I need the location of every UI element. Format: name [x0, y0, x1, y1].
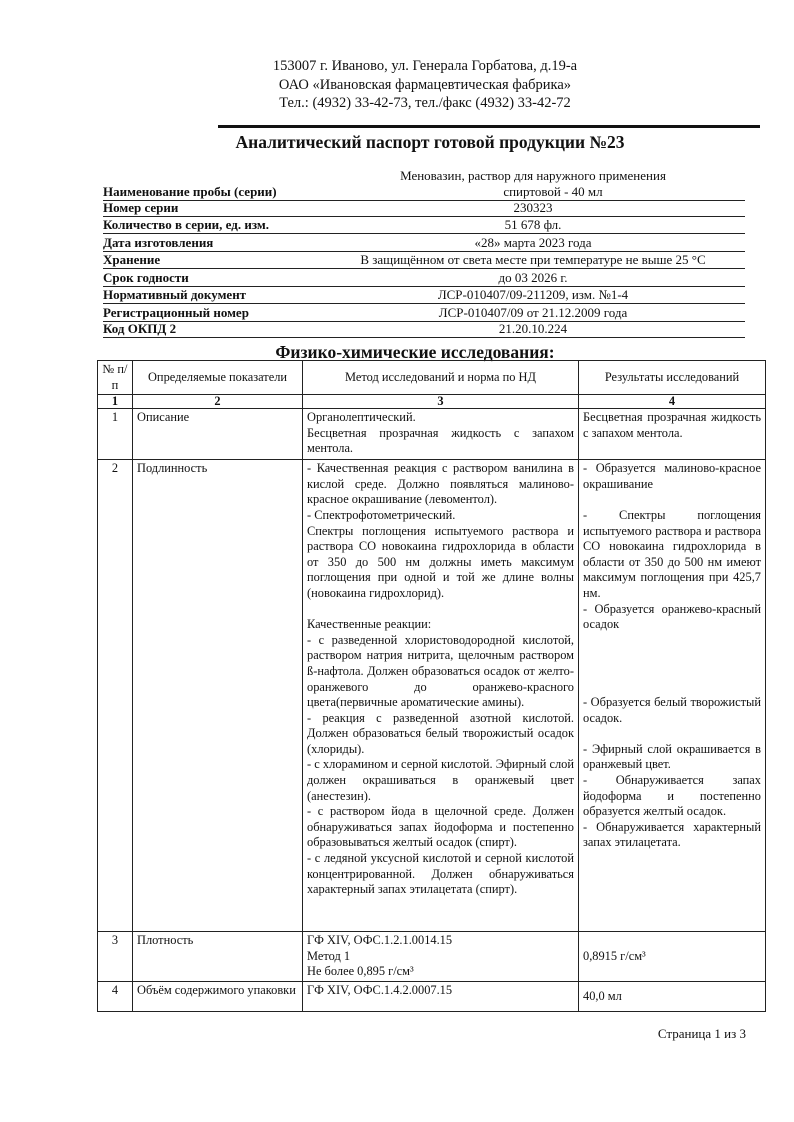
- info-value: «28» марта 2023 года: [474, 235, 592, 250]
- cell-line: - Спектрофотометрический.: [307, 507, 456, 522]
- info-value: до 03 2026 г.: [498, 270, 568, 285]
- cell-line: - Эфирный слой окрашивается в оранжевый цвет.: [583, 741, 761, 772]
- parameter-cell: Подлинность: [133, 460, 303, 932]
- cell-line: Органолептический.: [307, 410, 416, 425]
- table-row: [98, 409, 766, 460]
- info-label: Количество в серии, ед. изм.: [103, 217, 269, 232]
- method-cell: [303, 981, 579, 1011]
- parameter-cell: Объём содержимого упаковки: [133, 981, 303, 1011]
- cell-line: [307, 602, 574, 618]
- method-cell: [303, 460, 579, 932]
- method-cell: [303, 409, 579, 460]
- result-cell: [579, 409, 766, 460]
- result-cell: [579, 932, 766, 982]
- company-name: ОАО «Ивановская фармацевтическая фабрика»: [278, 77, 572, 93]
- cell-line: Бесцветная прозрачная жидкость с запахом ментола.: [307, 425, 574, 456]
- cell-line: Бесцветная прозрачная жидкость с запахом ментола.: [583, 410, 761, 440]
- page-number: Страница 1 из 3: [657, 1026, 746, 1041]
- cell-line: ГФ XIV, ОФС.1.2.1.0014.15: [307, 933, 453, 948]
- info-value: ЛСР-010407/09 от 21.12.2009 года: [438, 305, 628, 320]
- cell-line: Не более 0,895 г/см³: [307, 964, 414, 979]
- cell-line: - реакция с разведенной азотной кислотой. Должен образоваться белый творожистый осадок (хлориды).: [307, 710, 574, 756]
- cell-line: - Образуется оранжево-красный осадок: [583, 601, 761, 632]
- col-number: 1: [98, 395, 133, 409]
- phone: Тел.: (4932) 33-42-73, тел./факс (4932) 33-42-72: [279, 95, 571, 111]
- divider: [218, 125, 760, 128]
- info-row: [103, 269, 745, 287]
- results-table: [97, 360, 766, 1012]
- info-row: [103, 251, 745, 269]
- col-number: 3: [303, 395, 579, 409]
- parameter-cell: Описание: [133, 409, 303, 460]
- info-value-cont: спиртовой - 40 мл: [503, 184, 603, 199]
- parameter-cell: Плотность: [133, 932, 303, 982]
- info-label: Код ОКПД 2: [103, 321, 177, 336]
- section-title: Физико-химические исследования:: [275, 342, 555, 362]
- row-number: 4: [98, 981, 133, 1011]
- col-number: 4: [579, 395, 766, 409]
- info-label: Наименование пробы (серии): [103, 184, 277, 199]
- info-label: Дата изготовления: [103, 235, 214, 250]
- cell-line: - Образуется белый творожистый осадок.: [583, 695, 761, 725]
- col-number: 2: [133, 395, 303, 409]
- info-row: [103, 234, 745, 252]
- info-value: В защищённом от света месте при температуре не выше 25 °С: [360, 252, 706, 267]
- info-value: Меновазин, раствор для наружного применения: [400, 168, 666, 183]
- info-label: Регистрационный номер: [103, 305, 249, 320]
- result-cell: [579, 981, 766, 1011]
- cell-line: 40,0 мл: [583, 988, 622, 1003]
- page-title: Аналитический паспорт готовой продукции №23: [235, 132, 625, 152]
- cell-line: Метод 1: [307, 948, 351, 963]
- info-row: [103, 199, 745, 217]
- cell-line: - Качественная реакция с раствором ванилина в кислой среде. Должно появляться малиново-красное окрашивание (левоментол).: [307, 461, 574, 507]
- table-row: [98, 932, 766, 982]
- cell-line: [583, 726, 761, 742]
- info-label: Хранение: [103, 252, 161, 267]
- col-header: Метод исследований и норма по НД: [303, 361, 579, 395]
- address: 153007 г. Иваново, ул. Генерала Горбатова, д.19-а: [272, 58, 578, 74]
- row-number: 3: [98, 932, 133, 982]
- info-value: ЛСР-010407/09-211209, изм. №1-4: [437, 287, 629, 302]
- info-label: Номер серии: [103, 200, 179, 215]
- col-header: Результаты исследований: [579, 361, 766, 395]
- info-label: Срок годности: [103, 270, 189, 285]
- cell-line: [583, 648, 761, 664]
- cell-line: - Образуется малиново-красное окрашивание: [583, 461, 761, 491]
- info-label: Нормативный документ: [103, 287, 247, 302]
- method-cell: [303, 932, 579, 982]
- cell-line: - Обнаруживается характерный запах этилацетата.: [583, 819, 761, 850]
- cell-line: - с хлорамином и серной кислотой. Эфирный слой должен окрашиваться в оранжевый цвет (анестезин).: [307, 757, 574, 803]
- col-header: Определяемые показатели: [133, 361, 303, 395]
- cell-line: ГФ XIV, ОФС.1.4.2.0007.15: [307, 982, 453, 997]
- result-cell: [579, 460, 766, 932]
- cell-line: - с разведенной хлористоводородной кислотой, раствором натрия нитрита, щелочным раствором ß-нафтола. Должен образоваться осадок от желто-оранжевого до оранжево-красного цвета(первичные ароматические амины).: [307, 632, 574, 710]
- info-row: [103, 320, 745, 338]
- cell-line: - с раствором йода в щелочной среде. Должен обнаруживаться запах йодоформа и постепенно образовываться желтый осадок (спирт).: [307, 804, 574, 850]
- row-number: 1: [98, 409, 133, 460]
- col-header: № п/п: [98, 361, 133, 395]
- cell-line: [583, 492, 761, 508]
- cell-line: - Спектры поглощения испытуемого раствора и раствора СО новокаина гидрохлорида в области от 350 до 500 нм имеют максимум поглощения при 425,7 нм.: [583, 507, 761, 600]
- cell-line: - с ледяной уксусной кислотой и серной кислотой концентрированной. Должен обнаруживаться характерный запах этилацетата (спирт).: [307, 851, 574, 897]
- table-row: [98, 460, 766, 932]
- cell-line: [583, 680, 761, 696]
- cell-line: Качественные реакции:: [307, 617, 432, 632]
- info-row: [103, 216, 745, 234]
- info-value: 21.20.10.224: [498, 321, 568, 336]
- cell-line: [583, 633, 761, 649]
- cell-line: Спектры поглощения испытуемого раствора и раствора СО новокаина гидрохлорида в области от 350 до 500 нм должны иметь максимум поглощения при одной и той же длине волны (новокаина гидрохлорид).: [307, 523, 574, 600]
- row-number: 2: [98, 460, 133, 932]
- cell-line: - Обнаруживается запах йодоформа и постепенно образуется желтый осадок.: [583, 773, 761, 819]
- info-row: [103, 170, 745, 201]
- info-value: 230323: [513, 200, 553, 215]
- table-row: [98, 981, 766, 1011]
- cell-line: 0,8915 г/см³: [583, 948, 646, 963]
- info-row: [103, 286, 745, 304]
- info-value: 51 678 фл.: [504, 217, 562, 232]
- cell-line: [583, 664, 761, 680]
